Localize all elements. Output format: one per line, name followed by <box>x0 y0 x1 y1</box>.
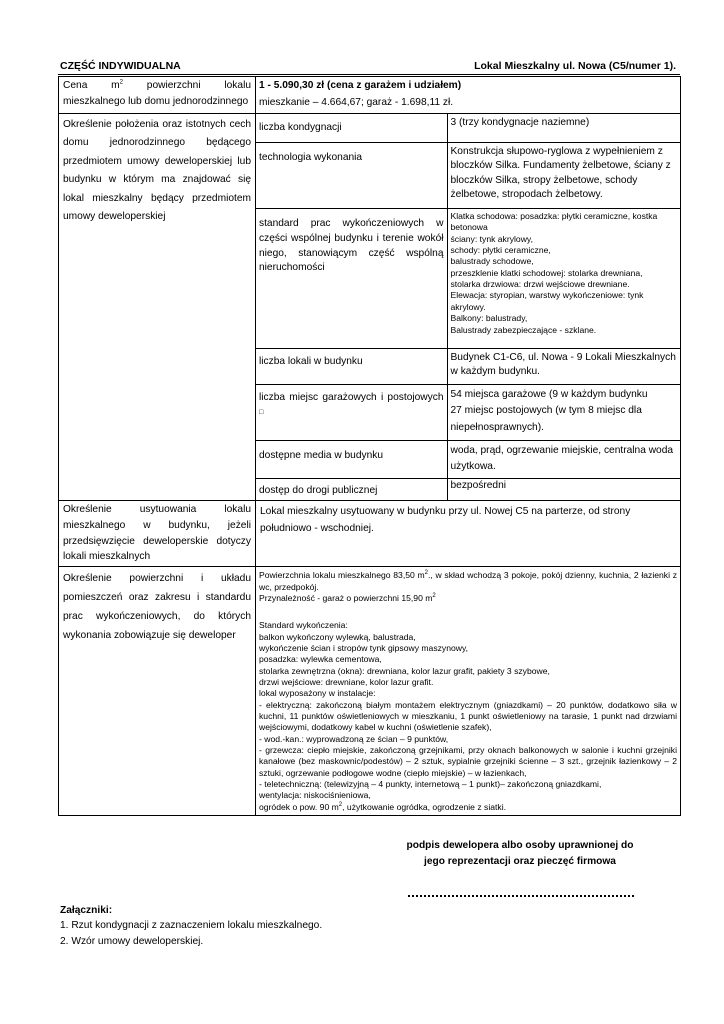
feature-row <box>256 385 681 441</box>
feature-label: dostępne media w budynku <box>256 441 447 479</box>
standard-line: Elewacja: styropian, warstwy wykończeniowe: tynk akrylowy. <box>450 290 644 312</box>
placement-value: Lokal mieszkalny usytuowany w budynku przy ul. Nowej C5 na parterze, od strony południowo - wschodniej. <box>256 500 681 566</box>
area-summary: Powierzchnia lokalu mieszkalnego 83,50 $m^2$., w skład wchodzą 3 pokoje, pokój dzienny, kuchnia, 2 łazienki z wc, przedpokój. <box>259 570 678 592</box>
standard-line: Balustrady zabezpieczające - szklane. <box>450 324 597 335</box>
standard-line: stolarka drzwiowa: drzwi wejściowe drewniane. <box>450 279 630 290</box>
header-rule <box>58 74 680 75</box>
price-row <box>59 77 681 114</box>
garden-line: ogródek o pow. 90 $m^2$, użytkowanie ogródka, ogrodzenie z siatki. <box>259 801 506 812</box>
feature-value: bezpośredni <box>447 478 681 500</box>
standard-line: balustrady schodowe, <box>450 256 534 267</box>
placement-label: Określenie usytuowania lokalu mieszkalnego w budynku, jeżeli przedsięwzięcie deweloperskie dotyczy lokali mieszkalnych <box>59 500 256 566</box>
standard-line: Klatka schodowa: posadzka: płytki ceramiczne, kostka betonowa <box>450 211 658 233</box>
feature-value: Konstrukcja słupowo-ryglowa z wypełnieniem z bloczków Silka. Fundamenty żelbetowe, ściany z bloczków Silka, stropy żelbetowe, schody żelbetowe, stropodach żelbetowy. <box>447 143 681 209</box>
feature-label: liczba miejsc garażowych i postojowych □ <box>256 385 447 441</box>
signature-line-2: jego reprezentacji oraz pieczęć firmowa <box>424 855 616 867</box>
finish-line: - grzewcza: ciepło miejskie, zakończoną grzejnikami, przy oknach balkonowych w salonie i kuchni grzejniki kanałowe (bez maskownic/podestów) – 2 sztuk, sypialnie grzejniki ścienne – 3 szt., grzejnik łazienkowy – 2 sztuki, ogrzewanie podłogowe wodne (ciepło miejskie) – w łazienkach, <box>259 745 677 778</box>
area-label: Określenie powierzchni i układu pomieszczeń oraz zakresu i standardu prac wykończeniowych, do których wykonania zobowiązuje się deweloper <box>59 567 256 816</box>
area-row <box>59 567 681 816</box>
placeholder-mark: □ <box>259 409 264 417</box>
feature-label: liczba kondygnacji <box>256 114 447 143</box>
price-label: Cena $m^2$ powierzchni lokalu mieszkalnego lub domu jednorodzinnego <box>59 77 256 114</box>
feature-row <box>256 349 681 385</box>
feature-row <box>256 209 681 349</box>
garage-assignment: Przynależność - garaż o powierzchni 15,90 $m^2$ <box>259 592 436 603</box>
attachments <box>60 903 322 949</box>
unit-title: Lokal Mieszkalny ul. Nowa (C5/numer 1). <box>474 60 676 72</box>
finish-line: stolarka zewnętrzna (okna): drewniana, kolor lazur grafit, pakiety 3 szybowe, <box>259 665 550 676</box>
finish-line: lokal wyposażony w instalacje: <box>259 688 376 699</box>
finish-line: - elektryczną: zakończoną białym montażem elektrycznym (gniazdkami) – 20 punktów, dodatkowo siła w kuchni, 11 punktów oświetleniowych w mieszkaniu, 1 punkt oświetleniowy na tarasie, 1 punkt nad drzwiami wejściowymi, dodatkowy kabel w kuchni (oświetlenie szafek), <box>259 699 677 733</box>
signature-caption <box>380 838 660 870</box>
feature-value-list <box>447 209 681 349</box>
feature-label: technologia wykonania <box>256 143 447 209</box>
finish-line: Standard wykończenia: <box>259 620 348 631</box>
signature-dotted-line <box>408 895 634 897</box>
attachment-item: 1. Rzut kondygnacji z zaznaczeniem lokalu mieszkalnego. <box>60 920 323 932</box>
feature-row <box>256 478 681 500</box>
feature-label: dostęp do drogi publicznej <box>256 478 447 500</box>
finish-line: - wod.-kan.: wyprowadzoną ze ścian – 9 punktów, <box>259 733 449 744</box>
finish-line: drzwi wejściowe: drewniane, kolor lazur grafit. <box>259 676 434 687</box>
feature-label: standard prac wykończeniowych w części wspólnej budynku i terenie wokół niego, stanowiącym część wspólną nieruchomości <box>256 209 447 349</box>
location-details <box>256 113 681 500</box>
finish-line: wykończenie ścian i stropów tynk gipsowy maszynowy, <box>259 642 469 653</box>
standard-line: schody: płytki ceramiczne, <box>450 245 551 256</box>
finish-line: - teletechniczną: (telewizyjną – 4 punkty, internetową – 1 punkt)– zakończoną gniazdkami, <box>259 779 602 790</box>
price-main: 1 - 5.090,30 zł (cena z garażem i udziałem) <box>259 80 462 91</box>
feature-value: woda, prąd, ogrzewanie miejskie, centralna woda użytkowa. <box>447 441 681 479</box>
attachment-item: 2. Wzór umowy deweloperskiej. <box>60 935 204 947</box>
spacer <box>259 604 677 620</box>
feature-value: 3 (trzy kondygnacje naziemne) <box>447 114 681 143</box>
location-row <box>59 113 681 500</box>
feature-value: Budynek C1-C6, ul. Nowa - 9 Lokali Mieszkalnych w każdym budynku. <box>447 349 681 385</box>
garage-count: 54 miejsca garażowe (9 w każdym budynku <box>450 389 648 401</box>
building-features-table <box>256 114 681 500</box>
standard-line: ściany: tynk akrylowy, <box>450 233 533 244</box>
standard-line: Balkony: balustrady, <box>450 313 528 324</box>
finish-line: balkon wykończony wylewką, balustrada, <box>259 631 416 642</box>
location-label: Określenie położenia oraz istotnych cech domu jednorodzinnego będącego przedmiotem umowy deweloperskiej lub budynku w którym ma znajdować się lokal mieszkalny będący przedmiotem umowy deweloperskiej <box>59 113 256 500</box>
feature-row <box>256 441 681 479</box>
parking-count: 27 miejsc postojowych (w tym 8 miejsc dla niepełnosprawnych). <box>450 405 642 433</box>
standard-line: przeszklenie klatki schodowej: stolarka drewniana, <box>450 267 643 278</box>
area-value <box>256 567 681 816</box>
price-value <box>256 77 681 114</box>
feature-value <box>447 385 681 441</box>
price-detail: mieszkanie – 4.664,67; garaż - 1.698,11 zł. <box>259 96 454 108</box>
feature-row <box>256 143 681 209</box>
finish-line: posadzka: wylewka cementowa, <box>259 654 382 665</box>
finish-line: wentylacja: niskociśnieniowa, <box>259 790 371 801</box>
attachments-title: Załączniki: <box>60 905 113 916</box>
feature-label: liczba lokali w budynku <box>256 349 447 385</box>
signature-line-1: podpis dewelopera albo osoby uprawnionej do <box>406 840 634 851</box>
placement-row <box>59 500 681 566</box>
section-title: CZĘŚĆ INDYWIDUALNA <box>60 60 181 72</box>
individual-part-table <box>58 76 681 816</box>
feature-row <box>256 114 681 143</box>
